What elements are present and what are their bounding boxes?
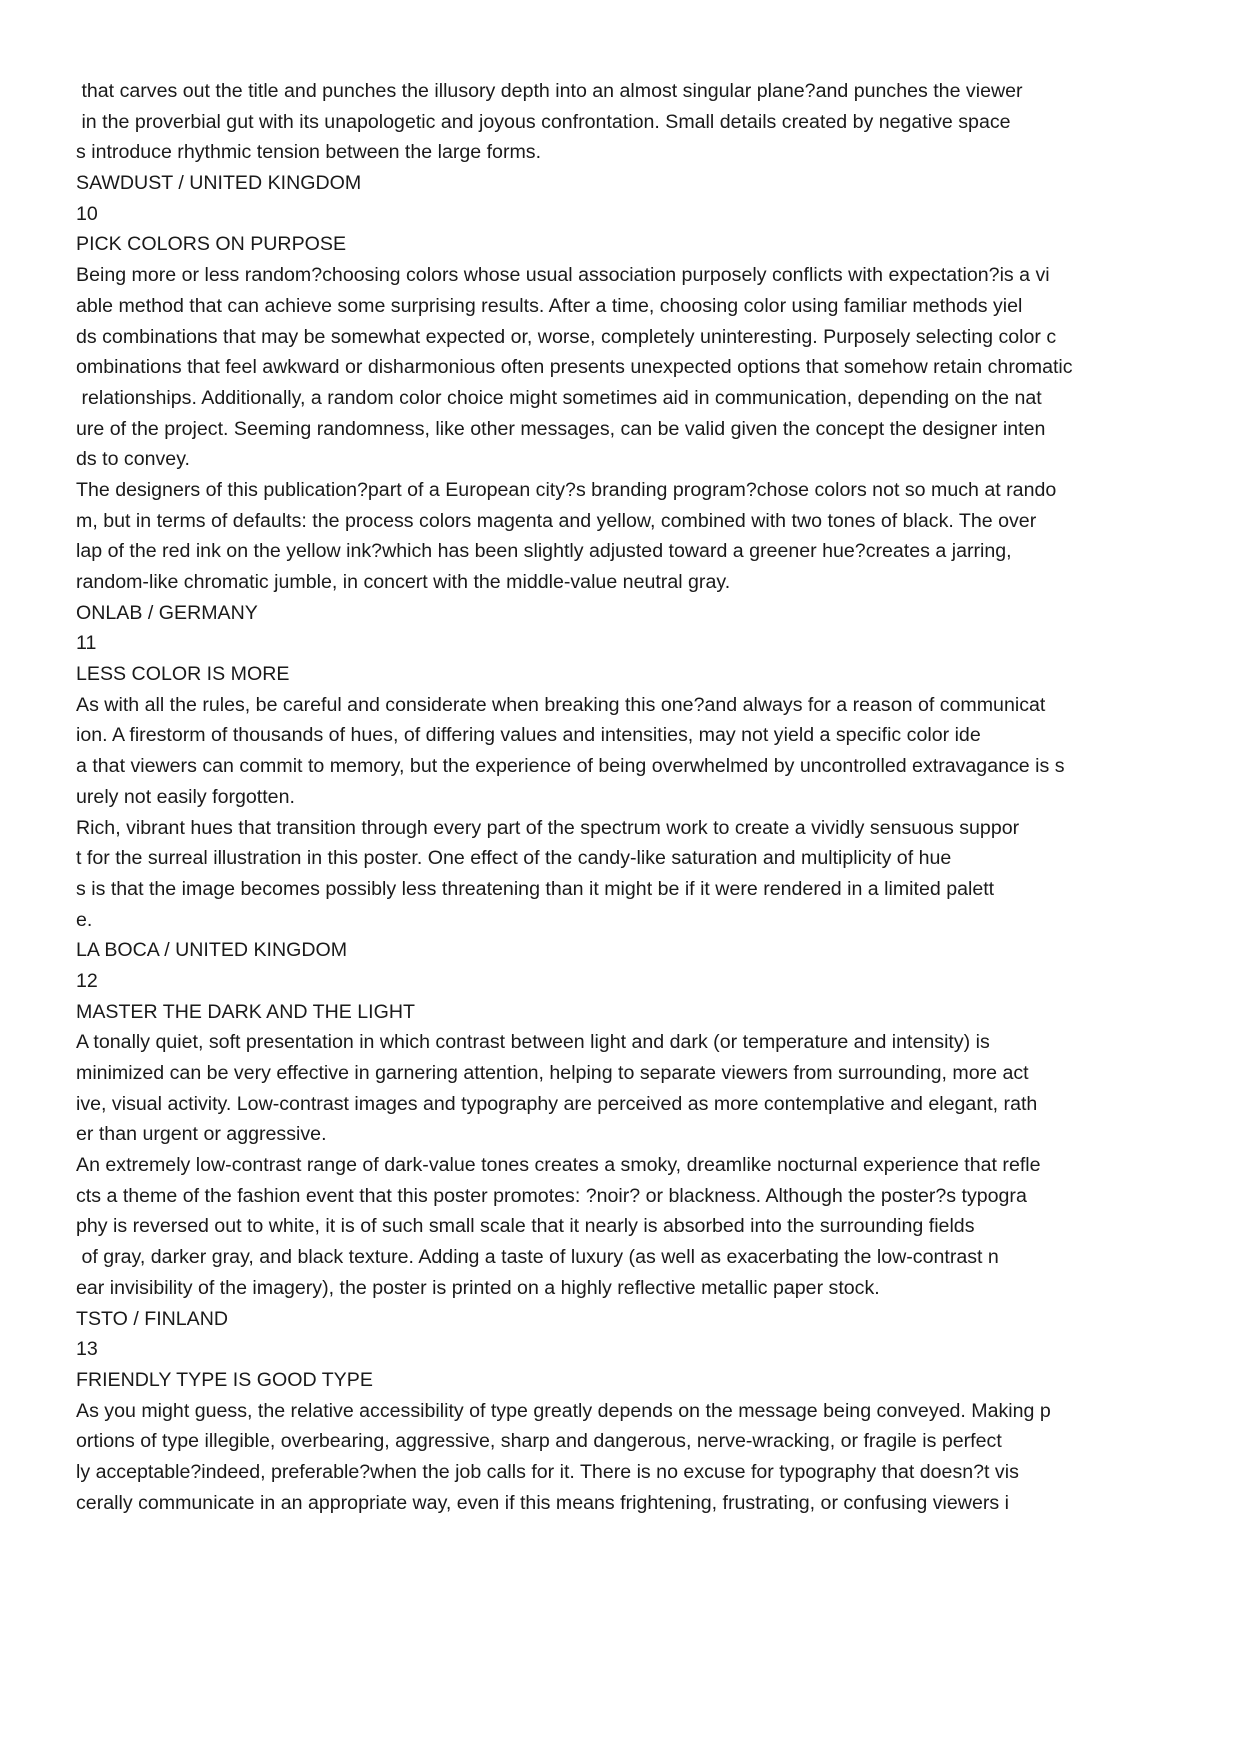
text-line: As you might guess, the relative accessibility of type greatly depends on the message being conveyed. Making p (76, 1399, 1051, 1422)
text-line: er than urgent or aggressive. (76, 1123, 327, 1146)
text-line: urely not easily forgotten. (76, 785, 295, 808)
text-line: phy is reversed out to white, it is of such small scale that it nearly is absorbed into the surrounding fields (76, 1215, 975, 1238)
text-line: A tonally quiet, soft presentation in which contrast between light and dark (or temperature and intensity) is (76, 1031, 990, 1054)
text-line: MASTER THE DARK AND THE LIGHT (76, 1000, 415, 1023)
text-line: TSTO / FINLAND (76, 1307, 229, 1330)
text-line: Being more or less random?choosing colors whose usual association purposely conflicts with expectation?is a vi (76, 264, 1050, 287)
text-line: ds combinations that may be somewhat expected or, worse, completely uninteresting. Purposely selecting color c (76, 325, 1057, 348)
text-line: 11 (76, 632, 97, 655)
text-line: cerally communicate in an appropriate way, even if this means frightening, frustrating, or confusing viewers i (76, 1491, 1009, 1514)
document-page (76, 76, 1176, 1518)
text-line: ion. A firestorm of thousands of hues, of differing values and intensities, may not yield a specific color ide (76, 724, 981, 747)
text-line: ds to convey. (76, 448, 190, 471)
text-line: LESS COLOR IS MORE (76, 663, 290, 686)
text-line: LA BOCA / UNITED KINGDOM (76, 939, 348, 962)
text-line: SAWDUST / UNITED KINGDOM (76, 172, 362, 195)
text-line: As with all the rules, be careful and considerate when breaking this one?and always for a reason of communicat (76, 693, 1046, 716)
text-line: ear invisibility of the imagery), the poster is printed on a highly reflective metallic paper stock. (76, 1276, 880, 1299)
text-line: e. (76, 908, 93, 931)
text-line: able method that can achieve some surprising results. After a time, choosing color using familiar methods yiel (76, 294, 1023, 317)
text-line: The designers of this publication?part of a European city?s branding program?chose colors not so much at rando (76, 478, 1057, 501)
text-line: of gray, darker gray, and black texture. Adding a taste of luxury (as well as exacerbating the low-contrast n (76, 1246, 999, 1269)
text-line: s introduce rhythmic tension between the large forms. (76, 141, 542, 164)
text-line: An extremely low-contrast range of dark-value tones creates a smoky, dreamlike nocturnal experience that refle (76, 1154, 1041, 1177)
text-line: 13 (76, 1338, 98, 1361)
text-line: s is that the image becomes possibly less threatening than it might be if it were rendered in a limited palett (76, 877, 995, 900)
text-line: FRIENDLY TYPE IS GOOD TYPE (76, 1368, 373, 1391)
text-line: t for the surreal illustration in this poster. One effect of the candy-like saturation and multiplicity of hue (76, 847, 952, 870)
text-line: cts a theme of the fashion event that this poster promotes: ?noir? or blackness. Although the poster?s typogra (76, 1184, 1027, 1207)
text-line: Rich, vibrant hues that transition through every part of the spectrum work to create a vividly sensuous suppor (76, 816, 1020, 839)
text-line: ombinations that feel awkward or disharmonious often presents unexpected options that somehow retain chromatic (76, 356, 1073, 379)
text-line: 10 (76, 202, 98, 225)
text-line: ure of the project. Seeming randomness, like other messages, can be valid given the concept the designer inten (76, 417, 1046, 440)
text-line: lap of the red ink on the yellow ink?which has been slightly adjusted toward a greener hue?creates a jarring, (76, 540, 1012, 563)
text-line: a that viewers can commit to memory, but the experience of being overwhelmed by uncontrolled extravagance is s (76, 755, 1065, 778)
text-line: minimized can be very effective in garnering attention, helping to separate viewers from surrounding, more act (76, 1062, 1029, 1084)
text-line: ortions of type illegible, overbearing, aggressive, sharp and dangerous, nerve-wracking, or fragile is perfect (76, 1430, 1002, 1453)
text-line: ONLAB / GERMANY (76, 601, 258, 624)
text-line: random-like chromatic jumble, in concert with the middle-value neutral gray. (76, 571, 731, 593)
text-line: ive, visual activity. Low-contrast images and typography are perceived as more contemplative and elegant, rath (76, 1092, 1038, 1115)
text-line: m, but in terms of defaults: the process colors magenta and yellow, combined with two tones of black. The over (76, 509, 1037, 532)
text-line: that carves out the title and punches the illusory depth into an almost singular plane?and punches the viewer (76, 80, 1023, 102)
text-line: in the proverbial gut with its unapologetic and joyous confrontation. Small details created by negative space (76, 110, 1011, 133)
text-line: 12 (76, 969, 98, 992)
text-line: ly acceptable?indeed, preferable?when the job calls for it. There is no excuse for typography that doesn?t vis (76, 1460, 1019, 1483)
text-line: PICK COLORS ON PURPOSE (76, 233, 347, 256)
text-line: relationships. Additionally, a random color choice might sometimes aid in communication, depending on the nat (76, 386, 1042, 409)
